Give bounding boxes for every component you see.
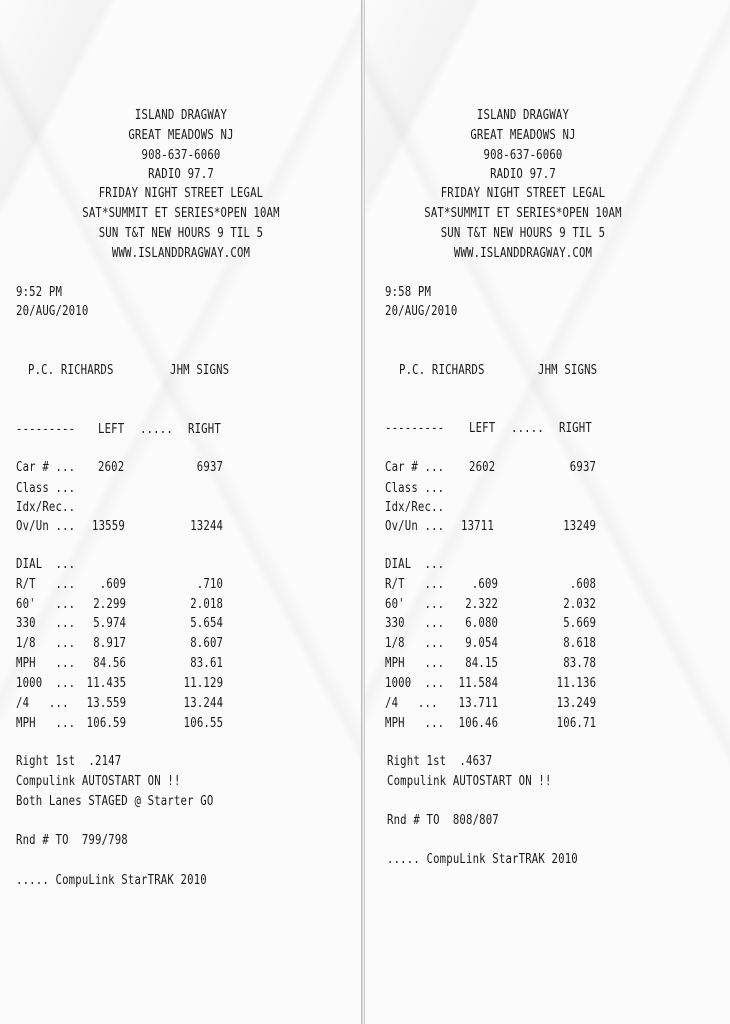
stat-right-value: 2.032 <box>563 597 596 612</box>
slip-date: 20/AUG/2010 <box>16 304 89 319</box>
timeslip-right <box>364 0 730 1024</box>
stat-left-value: 2.322 <box>465 597 498 612</box>
stat-left-value: 84.15 <box>465 656 498 671</box>
row-left-value: 2602 <box>469 460 496 475</box>
stat-right-value: 83.61 <box>190 656 223 671</box>
stat-label: 330 ... <box>16 616 76 631</box>
autostart-note: Compulink AUTOSTART ON !! <box>16 774 181 789</box>
column-dashes: --------- <box>385 421 445 436</box>
row-label: Class ... <box>16 481 76 496</box>
autostart-note: Compulink AUTOSTART ON !! <box>387 774 552 789</box>
timeslip-left <box>0 0 362 1024</box>
stat-right-value: .608 <box>569 577 596 592</box>
column-separator: ..... <box>511 421 544 436</box>
header-line-5: FRIDAY NIGHT STREET LEGAL <box>98 186 264 201</box>
stat-label: 1/8 ... <box>385 636 445 651</box>
stat-left-value: 6.080 <box>465 616 498 631</box>
header-line-1: ISLAND DRAGWAY <box>134 108 228 123</box>
stat-label: 1000 ... <box>16 676 76 691</box>
header-line-3: 908-637-6060 <box>483 148 563 163</box>
row-right-value: 6937 <box>569 460 596 475</box>
stat-right-value: 13.249 <box>556 696 596 711</box>
header-line-2: GREAT MEADOWS NJ <box>470 128 576 143</box>
header-line-7: SUN T&T NEW HOURS 9 TIL 5 <box>440 226 606 241</box>
stat-right-value: 8.607 <box>190 636 223 651</box>
header-line-7: SUN T&T NEW HOURS 9 TIL 5 <box>98 226 264 241</box>
stat-label: 60' ... <box>16 597 76 612</box>
column-dashes: --------- <box>16 422 76 437</box>
stat-left-value: .609 <box>471 577 498 592</box>
column-left-header: LEFT <box>98 422 125 437</box>
sponsor-left: P.C. RICHARDS <box>28 363 114 378</box>
staged-note: Both Lanes STAGED @ Starter GO <box>16 794 214 809</box>
stat-label: MPH ... <box>16 656 76 671</box>
row-right-value: 6937 <box>196 460 223 475</box>
race-result: Right 1st .4637 <box>387 754 493 769</box>
stat-right-value: 11.136 <box>556 676 596 691</box>
stat-label: MPH ... <box>385 716 445 731</box>
stat-right-value: .710 <box>196 577 223 592</box>
stat-right-value: 5.669 <box>563 616 596 631</box>
header-line-2: GREAT MEADOWS NJ <box>128 128 234 143</box>
stat-label: MPH ... <box>16 716 76 731</box>
dial-label: DIAL ... <box>16 557 76 572</box>
header-line-4: RADIO 97.7 <box>148 167 214 182</box>
row-right-value: 13244 <box>190 519 223 534</box>
dial-label: DIAL ... <box>385 557 445 572</box>
column-separator: ..... <box>140 422 173 437</box>
stat-right-value: 8.618 <box>563 636 596 651</box>
header-line-8: WWW.ISLANDDRAGWAY.COM <box>453 246 593 261</box>
row-label: Ov/Un ... <box>16 519 76 534</box>
header-line-6: SAT*SUMMIT ET SERIES*OPEN 10AM <box>424 206 622 221</box>
stat-right-value: 106.55 <box>183 716 223 731</box>
stat-right-value: 13.244 <box>183 696 223 711</box>
row-label: Class ... <box>385 481 445 496</box>
stat-label: 1000 ... <box>385 676 445 691</box>
stat-label: /4 ... <box>16 696 69 711</box>
stat-left-value: 13.559 <box>86 696 126 711</box>
stat-left-value: .609 <box>99 577 126 592</box>
race-result: Right 1st .2147 <box>16 754 122 769</box>
column-right-header: RIGHT <box>559 421 592 436</box>
slip-footer: ..... CompuLink StarTRAK 2010 <box>16 873 207 888</box>
stat-label: 330 ... <box>385 616 445 631</box>
stat-label: R/T ... <box>16 577 76 592</box>
header-line-5: FRIDAY NIGHT STREET LEGAL <box>440 186 606 201</box>
stat-left-value: 8.917 <box>93 636 126 651</box>
stat-left-value: 106.46 <box>458 716 498 731</box>
stat-left-value: 2.299 <box>93 597 126 612</box>
slip-date: 20/AUG/2010 <box>385 304 458 319</box>
stat-left-value: 11.435 <box>86 676 126 691</box>
stat-left-value: 9.054 <box>465 636 498 651</box>
column-right-header: RIGHT <box>188 422 221 437</box>
row-label: Idx/Rec.. <box>385 500 445 515</box>
header-line-4: RADIO 97.7 <box>490 167 556 182</box>
stat-right-value: 106.71 <box>556 716 596 731</box>
row-left-value: 13711 <box>461 519 494 534</box>
stat-right-value: 11.129 <box>183 676 223 691</box>
row-label: Car # ... <box>385 460 445 475</box>
stat-left-value: 13.711 <box>458 696 498 711</box>
header-line-8: WWW.ISLANDDRAGWAY.COM <box>111 246 251 261</box>
stat-left-value: 11.584 <box>458 676 498 691</box>
stat-right-value: 5.654 <box>190 616 223 631</box>
header-line-3: 908-637-6060 <box>141 148 221 163</box>
column-left-header: LEFT <box>469 421 496 436</box>
row-right-value: 13249 <box>563 519 596 534</box>
stat-label: MPH ... <box>385 656 445 671</box>
row-label: Car # ... <box>16 460 76 475</box>
header-line-6: SAT*SUMMIT ET SERIES*OPEN 10AM <box>82 206 280 221</box>
stat-label: /4 ... <box>385 696 438 711</box>
stat-right-value: 2.018 <box>190 597 223 612</box>
header-line-1: ISLAND DRAGWAY <box>476 108 570 123</box>
stat-left-value: 84.56 <box>93 656 126 671</box>
slip-time: 9:58 PM <box>385 285 432 300</box>
round-number: Rnd # TO 799/798 <box>16 833 128 848</box>
row-label: Ov/Un ... <box>385 519 445 534</box>
stat-left-value: 106.59 <box>86 716 126 731</box>
row-left-value: 2602 <box>98 460 125 475</box>
stat-right-value: 83.78 <box>563 656 596 671</box>
stat-left-value: 5.974 <box>93 616 126 631</box>
sponsor-right: JHM SIGNS <box>538 363 598 378</box>
round-number: Rnd # TO 808/807 <box>387 813 499 828</box>
stat-label: 60' ... <box>385 597 445 612</box>
row-label: Idx/Rec.. <box>16 500 76 515</box>
stat-label: 1/8 ... <box>16 636 76 651</box>
row-left-value: 13559 <box>92 519 125 534</box>
sponsor-right: JHM SIGNS <box>170 363 230 378</box>
slip-time: 9:52 PM <box>16 285 63 300</box>
stat-label: R/T ... <box>385 577 445 592</box>
sponsor-left: P.C. RICHARDS <box>399 363 485 378</box>
slip-footer: ..... CompuLink StarTRAK 2010 <box>387 852 578 867</box>
